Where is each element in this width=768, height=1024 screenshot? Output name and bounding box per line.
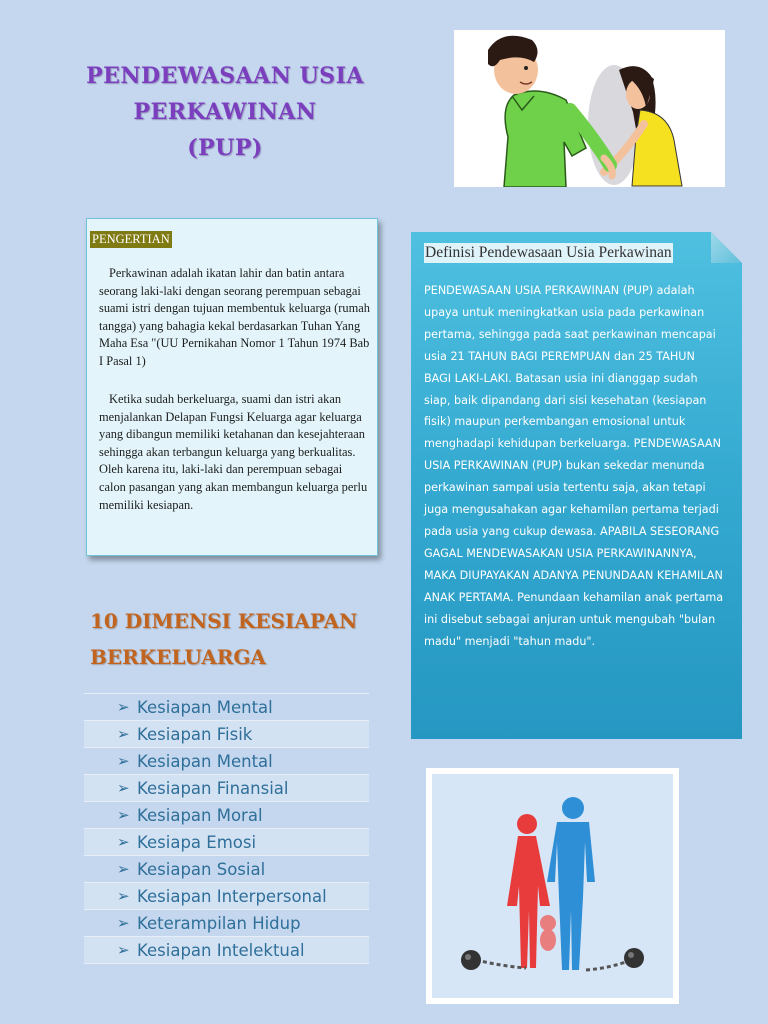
title-line-2: PERKAWINAN (133, 99, 317, 125)
list-item-label: Kesiapan Mental (137, 751, 273, 771)
list-item (84, 910, 369, 937)
folded-corner-icon (711, 232, 742, 263)
definisi-heading: Definisi Pendewasaan Usia Perkawinan (425, 244, 672, 261)
arrow-right-icon: ➢ (117, 698, 130, 716)
list-item (84, 802, 369, 829)
pengertian-heading: PENGERTIAN (92, 232, 170, 246)
list-item (84, 748, 369, 775)
arrow-right-icon: ➢ (117, 833, 130, 851)
list-item (84, 856, 369, 883)
title-line-1: PENDEWASAAN USIA (86, 63, 364, 89)
list-item (84, 829, 369, 856)
arrow-right-icon: ➢ (117, 941, 130, 959)
list-item-label: Kesiapan Moral (137, 805, 263, 825)
chained-children-icon (426, 768, 679, 1004)
pengertian-paragraph-1: Perkawinan adalah ikatan lahir dan batin antara seorang laki-laki dengan seorang perempuan sebagai suami istri dengan tujuan membentuk keluarga (rumah tangga) yang bahagia kekal berdasarkan Tuhan Yang Maha Esa "(UU Pernikahan Nomor 1 Tahun 1974 Bab I Pasal 1) (99, 266, 370, 368)
list-item (84, 694, 369, 721)
list-item-label: Kesiapan Interpersonal (137, 886, 327, 906)
arrow-right-icon: ➢ (117, 806, 130, 824)
list-item-label: Kesiapan Mental (137, 697, 273, 717)
list-item-label: Keterampilan Hidup (137, 913, 301, 933)
list-item-label: Kesiapan Sosial (137, 859, 266, 879)
chained-children-illustration (426, 768, 679, 1004)
list-item (84, 775, 369, 802)
title-line-3: (PUP) (187, 135, 263, 161)
arrow-right-icon: ➢ (117, 752, 130, 770)
list-item-label: Kesiapan Intelektual (137, 940, 305, 960)
arrow-right-icon: ➢ (117, 860, 130, 878)
list-item-label: Kesiapa Emosi (137, 832, 257, 852)
pengertian-paragraph-2: Ketika sudah berkeluarga, suami dan istri akan menjalankan Delapan Fungsi Keluarga agar keluarga yang dibangun memiliki ketahanan dan kesejahteraan sehingga akan terbangun keluarga yang berkualitas. Oleh karena itu, laki-laki dan perempuan sebagai calon pasangan yang akan membangun keluarga perlu memiliki kesiapan. (99, 392, 368, 512)
arrow-right-icon: ➢ (117, 914, 130, 932)
arrow-right-icon: ➢ (117, 779, 130, 797)
dimensi-list (84, 693, 369, 964)
dimensi-title (90, 603, 357, 675)
couple-illustration (454, 30, 725, 187)
list-item (84, 721, 369, 748)
arrow-right-icon: ➢ (117, 887, 130, 905)
page-title (60, 58, 390, 166)
list-item-label: Kesiapan Fisik (137, 724, 253, 744)
dimensi-title-line-1: 10 DIMENSI KESIAPAN (90, 609, 358, 633)
list-item-label: Kesiapan Finansial (137, 778, 289, 798)
pengertian-box (86, 218, 378, 556)
list-item (84, 937, 369, 964)
definisi-body: PENDEWASAAN USIA PERKAWINAN (PUP) adalah upaya untuk meningkatkan usia pada perkawinan pertama, sehingga pada saat perkawinan mencapai usia 21 TAHUN BAGI PEREMPUAN dan 25 TAHUN BAGI LAKI-LAKI. Batasan usia ini dianggap sudah siap, baik dipandang dari sisi kesehatan (kesiapan fisik) maupun perkembangan emosional untuk menghadapi kehidupan berkeluarga. PENDEWASAAN USIA PERKAWINAN (PUP) bukan sekedar menunda perkawinan sampai usia tertentu saja, akan tetapi juga mengusahakan agar kehamilan pertama terjadi pada usia yang cukup dewasa. APABILA SESEORANG GAGAL MENDEWASAKAN USIA PERKAWINANNYA, MAKA DIUPAYAKAN ADANYA PENUNDAAN KEHAMILAN ANAK PERTAMA. Penundaan kehamilan anak pertama ini disebut sebagai anjuran untuk mengubah "bulan madu" menjadi "tahun madu". (424, 284, 724, 648)
list-item (84, 883, 369, 910)
dimensi-title-line-2: BERKELUARGA (90, 645, 266, 669)
boy-girl-illustration-icon (454, 30, 725, 187)
arrow-right-icon: ➢ (117, 725, 130, 743)
